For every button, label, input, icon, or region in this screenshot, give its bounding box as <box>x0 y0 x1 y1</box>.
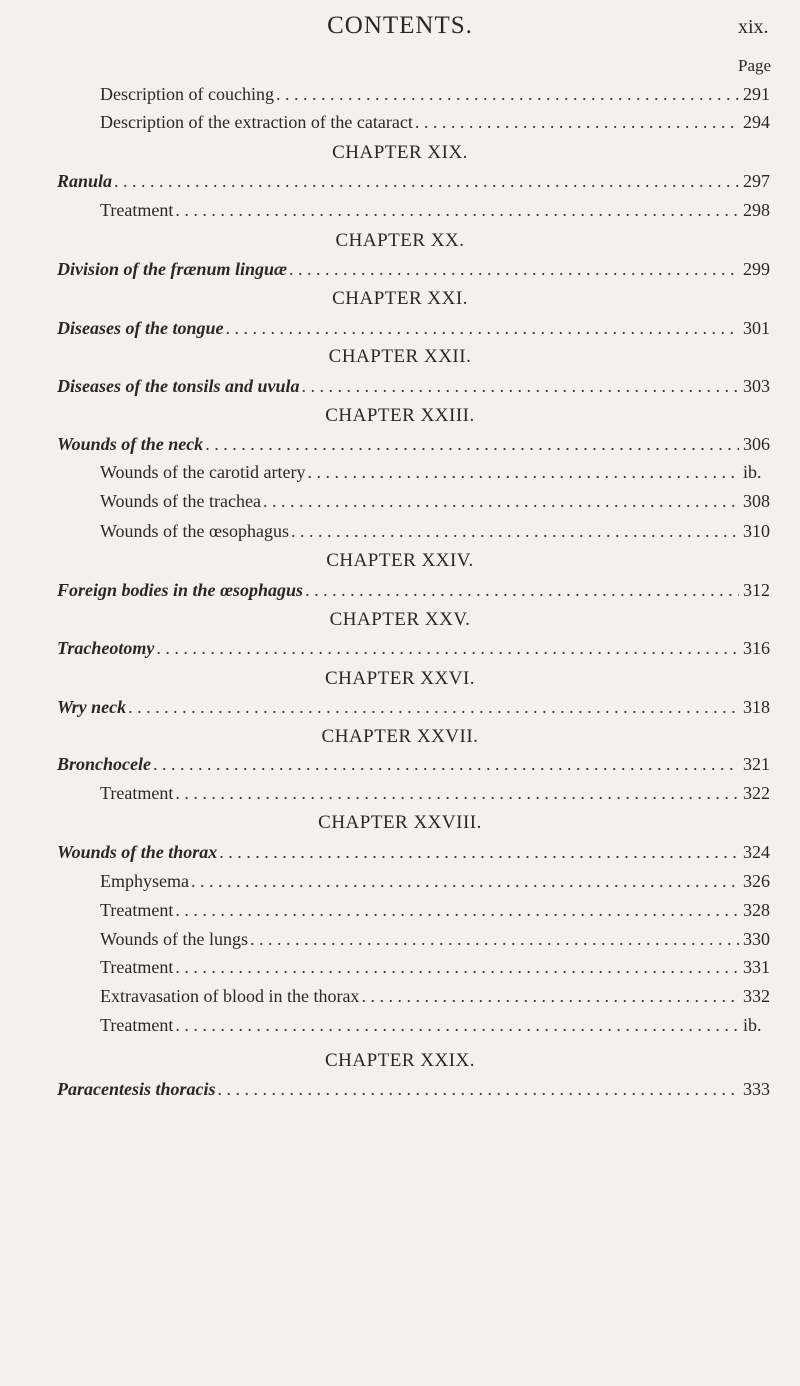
toc-entry-page: 306 <box>743 434 770 454</box>
toc-entry-title: Treatment <box>100 957 174 977</box>
toc-entry <box>57 434 773 462</box>
toc-entry-page: 298 <box>743 200 770 220</box>
toc-entry-page: 331 <box>743 957 770 977</box>
toc-entry-title: Description of couching <box>100 84 274 104</box>
toc-entry <box>57 697 773 725</box>
toc-entry <box>100 986 773 1014</box>
toc-entry <box>57 580 773 608</box>
toc-entry-title: Diseases of the tonsils and uvula <box>57 376 300 396</box>
toc-entry-page: 330 <box>743 929 770 949</box>
toc-entry-title: Division of the frænum linguæ <box>57 259 288 279</box>
page-title: CONTENTS. <box>327 12 473 39</box>
toc-entry-page: 308 <box>743 491 770 511</box>
toc-entry <box>100 1015 773 1043</box>
page-folio: xix. <box>738 16 769 38</box>
toc-entry-title: Wounds of the carotid artery <box>100 462 306 482</box>
toc-entry <box>100 462 773 490</box>
chapter-heading: CHAPTER XXI. <box>332 288 468 309</box>
toc-entry-title: Treatment <box>100 900 174 920</box>
chapter-heading: CHAPTER XIX. <box>332 142 468 163</box>
chapter-heading: CHAPTER XX. <box>335 230 465 251</box>
chapter-heading: CHAPTER XXV. <box>329 609 471 630</box>
page-column-label: Page <box>738 56 772 75</box>
chapter-heading: CHAPTER XXIV. <box>326 550 474 571</box>
toc-entry-title: Extravasation of blood in the thorax <box>100 986 360 1006</box>
toc-entry-page: ib. <box>743 1015 762 1035</box>
toc-entry-title: Wounds of the lungs <box>100 929 249 949</box>
toc-entry <box>57 638 773 666</box>
dot-leader <box>415 112 739 133</box>
toc-entry-page: 324 <box>743 842 770 862</box>
toc-entry <box>57 318 773 346</box>
dot-leader <box>305 580 739 601</box>
toc-entry <box>100 200 773 228</box>
toc-entry-title: Treatment <box>100 783 174 803</box>
toc-entry-page: 321 <box>743 754 770 774</box>
dot-leader <box>153 754 739 775</box>
toc-entry <box>100 900 773 928</box>
toc-entry-page: 316 <box>743 638 770 658</box>
toc-entry <box>57 1079 773 1107</box>
toc-entry-page: 322 <box>743 783 770 803</box>
dot-leader <box>219 842 739 863</box>
chapter-heading: CHAPTER XXVI. <box>324 668 476 689</box>
dot-leader <box>250 929 739 950</box>
toc-entry <box>100 957 773 985</box>
toc-entry-page: 291 <box>743 84 770 104</box>
chapter-heading: CHAPTER XXIII. <box>325 405 475 426</box>
dot-leader <box>302 376 739 397</box>
chapter-heading: CHAPTER XXIX. <box>324 1050 476 1071</box>
dot-leader <box>128 697 739 718</box>
toc-entry-page: 312 <box>743 580 770 600</box>
dot-leader <box>175 200 739 221</box>
chapter-heading: CHAPTER XXII. <box>328 346 472 367</box>
toc-entry <box>57 842 773 870</box>
toc-entry-page: 318 <box>743 697 770 717</box>
toc-entry <box>57 259 773 287</box>
toc-entry-page: 299 <box>743 259 770 279</box>
dot-leader <box>175 1015 739 1036</box>
dot-leader <box>276 84 739 105</box>
toc-entry <box>57 376 773 404</box>
toc-entry-title: Foreign bodies in the œsophagus <box>57 580 304 600</box>
toc-entry-title: Wounds of the trachea <box>100 491 261 511</box>
toc-entry-page: 294 <box>743 112 770 132</box>
toc-entry <box>100 929 773 957</box>
dot-leader <box>218 1079 739 1100</box>
chapter-heading: CHAPTER XXVIII. <box>318 812 482 833</box>
toc-entry-title: Treatment <box>100 1015 174 1035</box>
dot-leader <box>191 871 739 892</box>
toc-entry-title: Bronchocele <box>57 754 151 774</box>
dot-leader <box>114 171 739 192</box>
toc-entry-page: 303 <box>743 376 770 396</box>
dot-leader <box>226 318 740 339</box>
toc-entry-title: Wounds of the thorax <box>57 842 218 862</box>
toc-entry <box>100 84 773 112</box>
toc-entry <box>100 871 773 899</box>
dot-leader <box>291 521 739 542</box>
toc-entry-page: ib. <box>743 462 762 482</box>
toc-entry-page: 333 <box>743 1079 770 1099</box>
dot-leader <box>175 783 739 804</box>
toc-entry-title: Wounds of the œsophagus <box>100 521 290 541</box>
dot-leader <box>175 957 739 978</box>
toc-entry <box>100 491 773 519</box>
dot-leader <box>263 491 739 512</box>
toc-entry-page: 332 <box>743 986 770 1006</box>
dot-leader <box>361 986 739 1007</box>
toc-entry <box>100 783 773 811</box>
toc-entry-title: Tracheotomy <box>57 638 155 658</box>
toc-entry-title: Treatment <box>100 200 174 220</box>
toc-entry-title: Paracentesis thoracis <box>57 1079 216 1099</box>
chapter-heading: CHAPTER XXVII. <box>321 726 479 747</box>
toc-entry <box>100 521 773 549</box>
toc-entry-title: Ranula <box>57 171 113 191</box>
toc-entry-page: 310 <box>743 521 770 541</box>
toc-entry-title: Emphysema <box>100 871 189 891</box>
dot-leader <box>175 900 739 921</box>
toc-entry-page: 297 <box>743 171 770 191</box>
dot-leader <box>205 434 739 455</box>
toc-entry-page: 301 <box>743 318 770 338</box>
toc-entry-page: 326 <box>743 871 770 891</box>
toc-entry-title: Diseases of the tongue <box>57 318 224 338</box>
dot-leader <box>156 638 739 659</box>
toc-entry <box>57 754 773 782</box>
toc-entry-title: Description of the extraction of the cataract <box>100 112 413 132</box>
toc-entry-page: 328 <box>743 900 770 920</box>
toc-entry-title: Wry neck <box>57 697 127 717</box>
dot-leader <box>307 462 739 483</box>
toc-entry <box>57 171 773 199</box>
toc-entry-title: Wounds of the neck <box>57 434 204 454</box>
dot-leader <box>289 259 739 280</box>
toc-entry <box>100 112 773 140</box>
